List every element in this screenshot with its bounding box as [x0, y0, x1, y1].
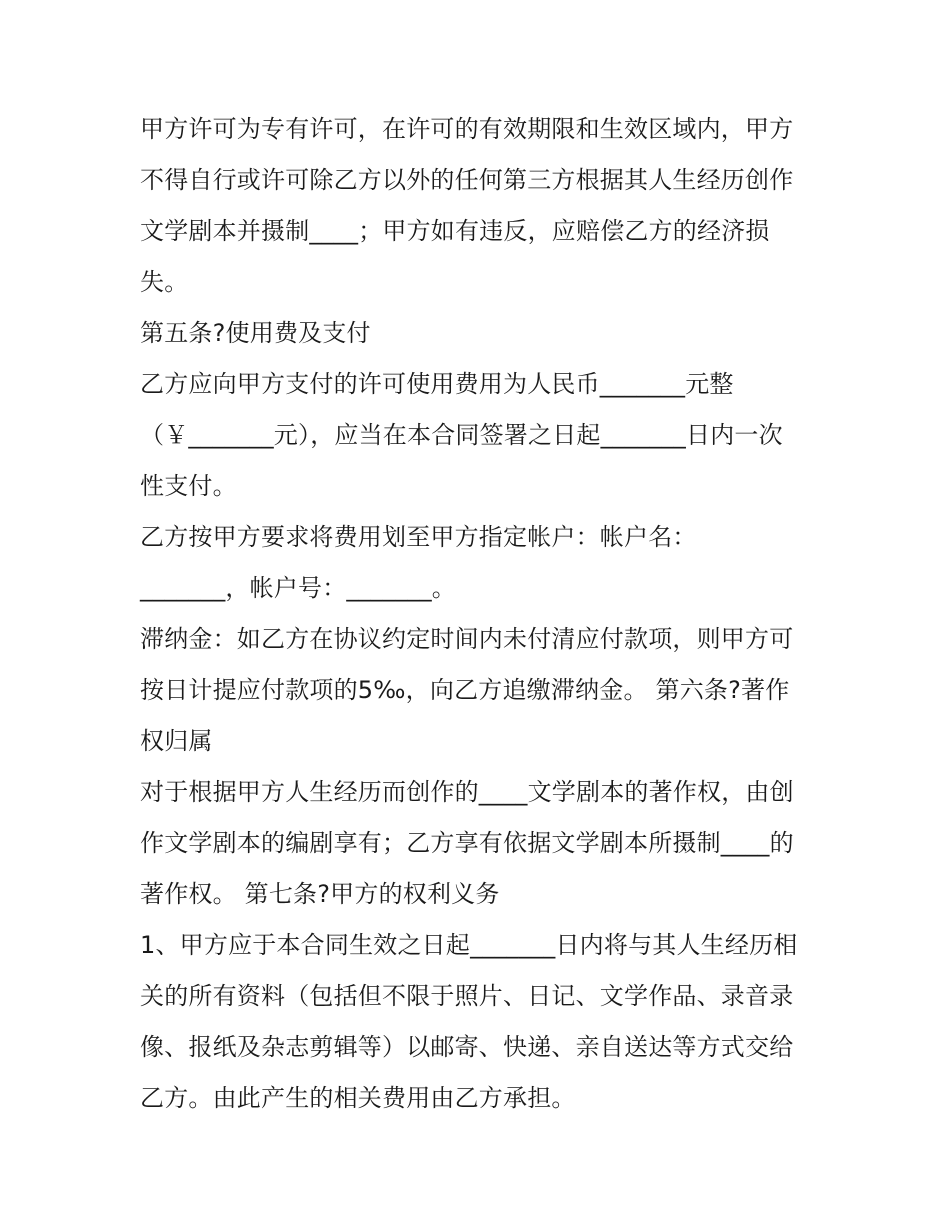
document-body: [140, 104, 820, 1124]
text-line: 对于根据甲方人生经历而创作的____文学剧本的著作权，由创: [140, 778, 794, 806]
text-line: 作文学剧本的编剧享有；乙方享有依据文学剧本所摄制____的: [140, 829, 794, 857]
text-line: 乙方应向甲方支付的许可使用费用为人民币_______元整: [140, 370, 734, 398]
text-line: 著作权。 第七条?甲方的权利义务: [140, 880, 500, 908]
text-line: （￥_______元），应当在本合同签署之日起_______日内一次: [140, 421, 783, 449]
text-line: 不得自行或许可除乙方以外的任何第三方根据其人生经历创作: [140, 166, 794, 194]
text-line: 失。: [140, 268, 189, 296]
text-line: 乙方。由此产生的相关费用由乙方承担。: [140, 1084, 576, 1112]
text-line: 乙方按甲方要求将费用划至甲方指定帐户：帐户名：: [140, 523, 697, 551]
text-line: 滞纳金：如乙方在协议约定时间内未付清应付款项，则甲方可: [140, 625, 794, 653]
text-line: 文学剧本并摄制____；甲方如有违反，应赔偿乙方的经济损: [140, 217, 770, 245]
section-heading: 第五条?使用费及支付: [140, 319, 371, 347]
text-line: _______，帐户号：_______。: [140, 574, 456, 602]
text-line: 1、甲方应于本合同生效之日起_______日内将与其人生经历相: [140, 931, 798, 959]
text-line: 权归属: [140, 727, 213, 755]
text-line: 关的所有资料（包括但不限于照片、日记、文学作品、录音录: [140, 982, 794, 1010]
text-line: 像、报纸及杂志剪辑等）以邮寄、快递、亲自送达等方式交给: [140, 1033, 794, 1061]
text-line: 甲方许可为专有许可，在许可的有效期限和生效区域内，甲方: [140, 115, 794, 143]
text-line: 按日计提应付款项的5‰，向乙方追缴滞纳金。 第六条?著作: [140, 676, 790, 704]
text-line: 性支付。: [140, 472, 237, 500]
